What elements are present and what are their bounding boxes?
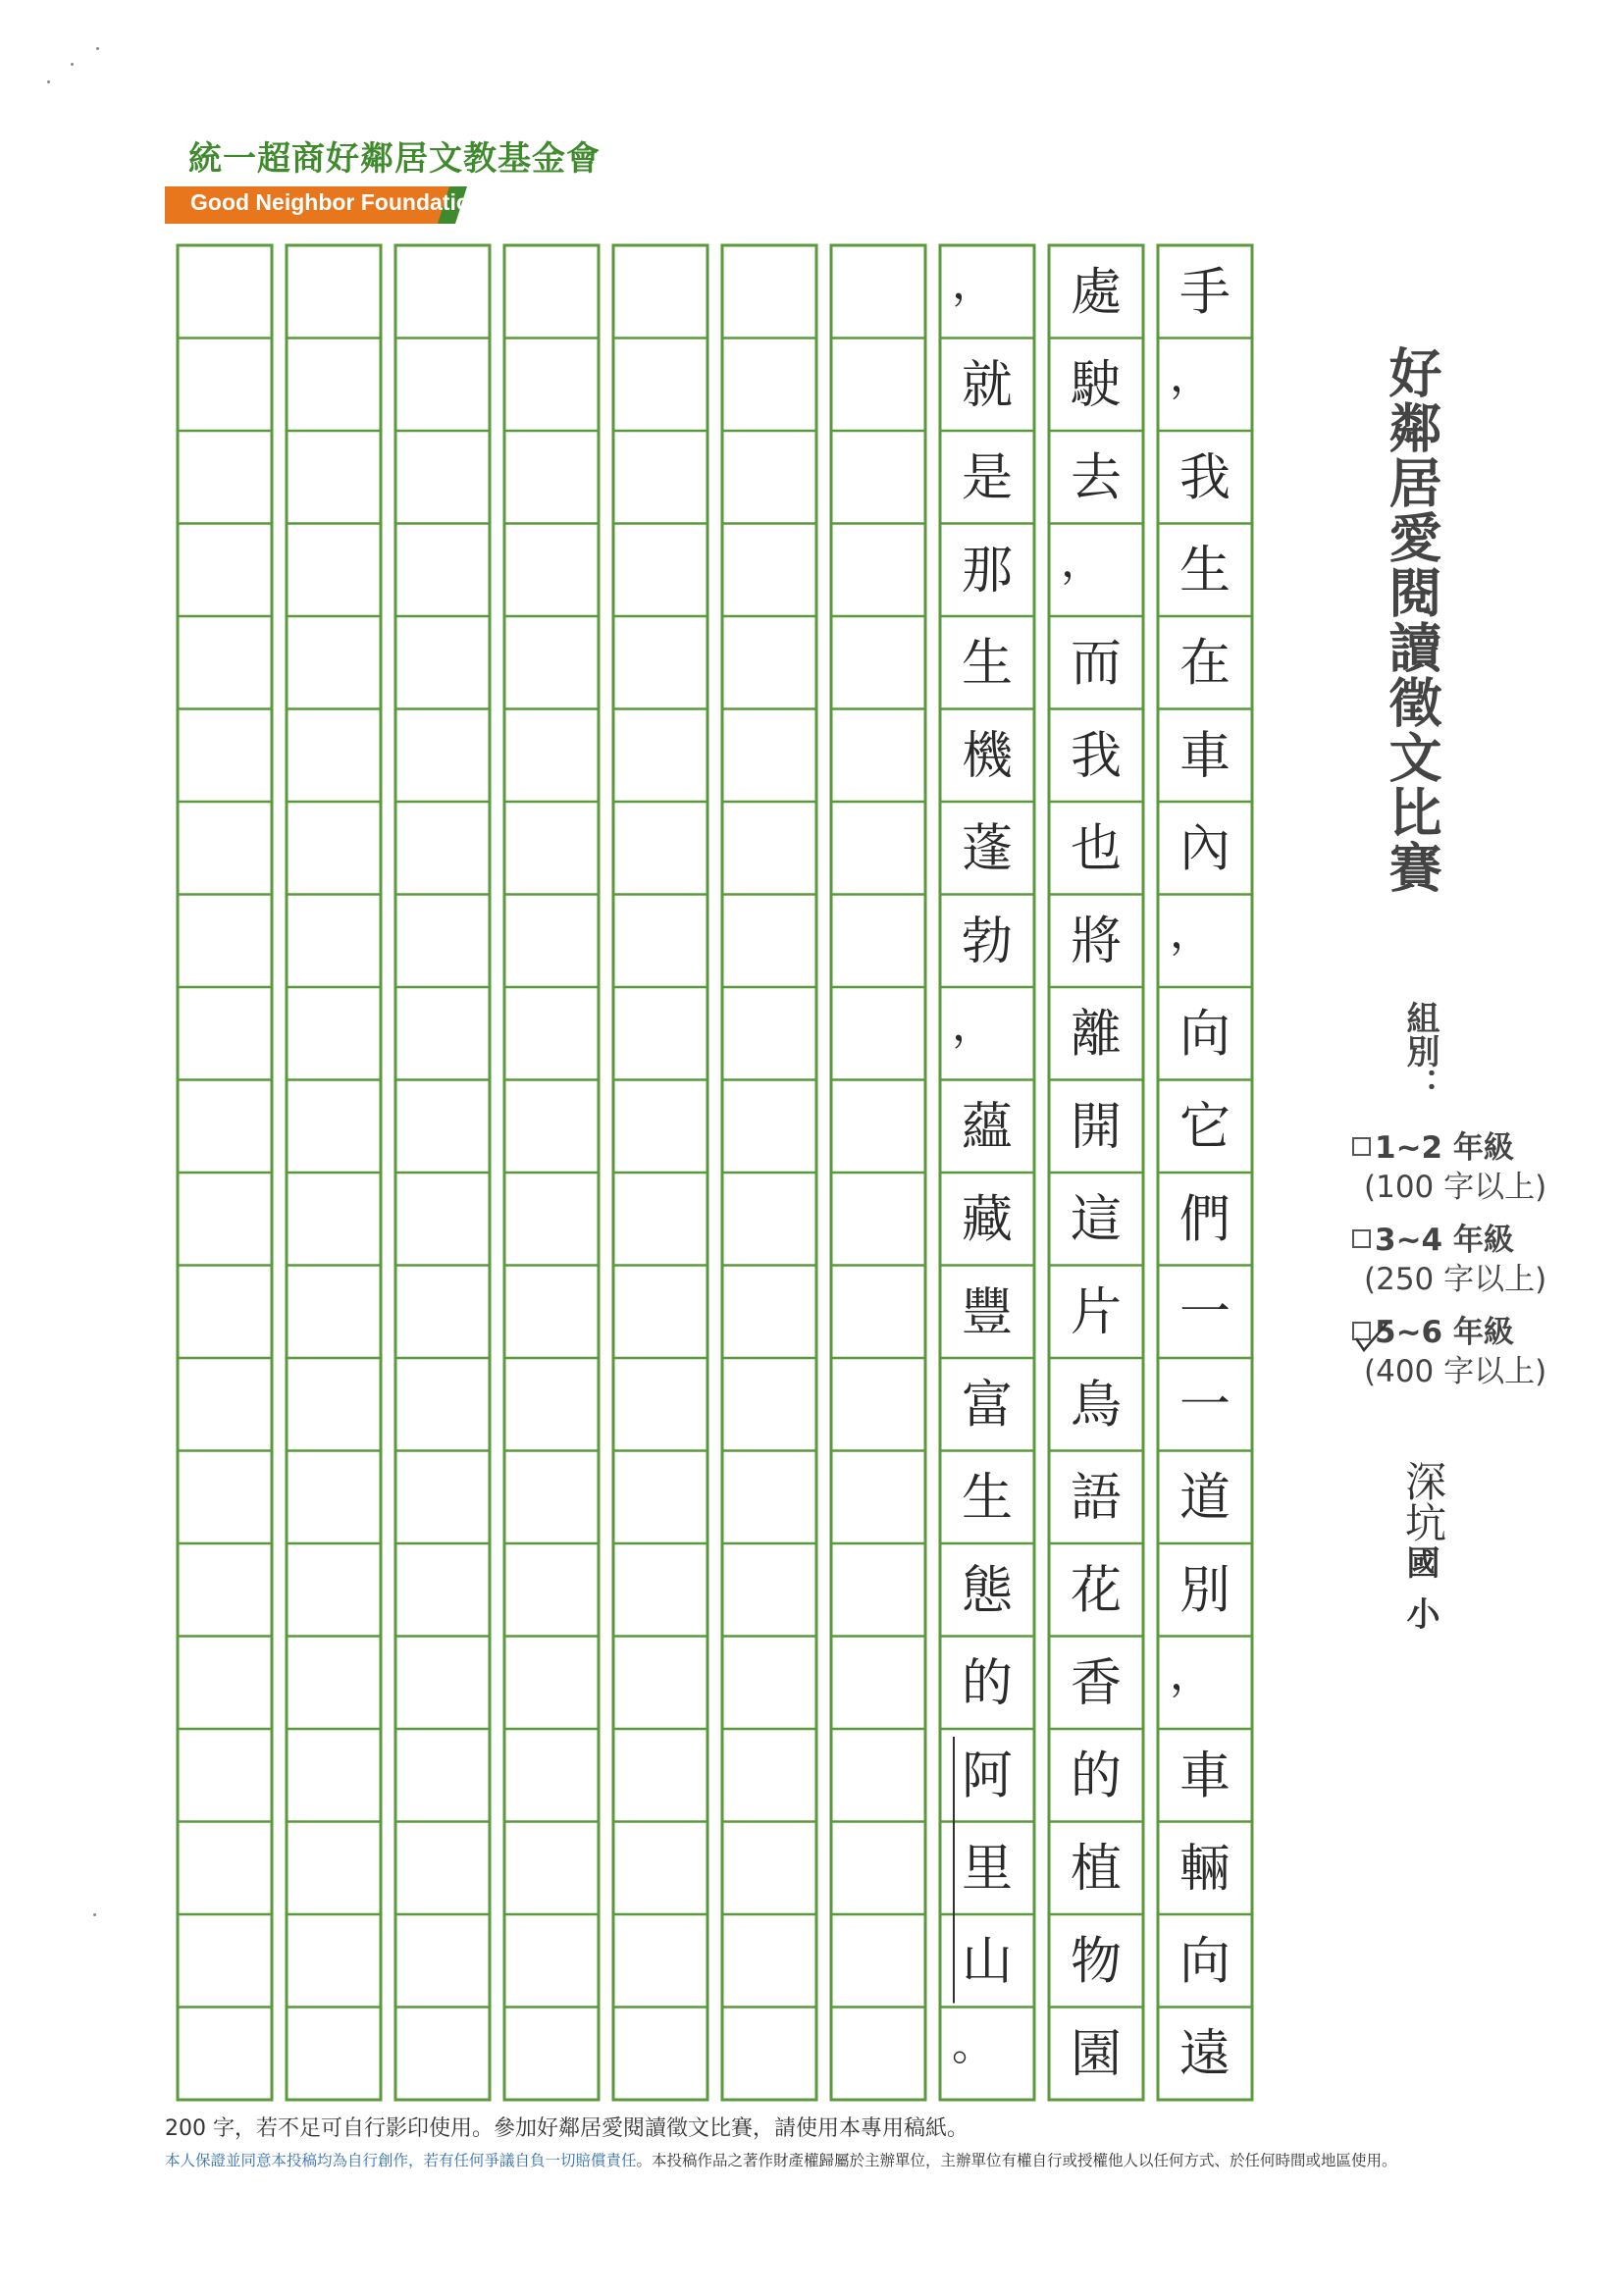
manuscript-char: 那 bbox=[961, 541, 1014, 600]
manuscript-char: 園 bbox=[1070, 2024, 1123, 2084]
manuscript-char: 豐 bbox=[961, 1282, 1014, 1342]
manuscript-char: 車 bbox=[1178, 1747, 1231, 1806]
manuscript-char: 生 bbox=[1178, 541, 1231, 600]
manuscript-char: 態 bbox=[961, 1561, 1014, 1621]
manuscript-char: 片 bbox=[1070, 1282, 1123, 1342]
group-level-1-2: 1~2 年級 bbox=[1375, 1130, 1514, 1166]
scan-speck bbox=[96, 47, 99, 50]
manuscript-char: 鳥 bbox=[1070, 1376, 1123, 1435]
manuscript-char: 也 bbox=[1070, 819, 1123, 879]
checkbox-3-4[interactable] bbox=[1352, 1229, 1371, 1248]
manuscript-char: 里 bbox=[961, 1839, 1014, 1899]
manuscript-char: 勃 bbox=[961, 912, 1014, 971]
manuscript-column bbox=[831, 245, 925, 2100]
manuscript-char: 的 bbox=[961, 1653, 1014, 1713]
manuscript-char: 向 bbox=[1178, 1005, 1231, 1065]
manuscript-char: 富 bbox=[961, 1376, 1014, 1435]
manuscript-char: 將 bbox=[1070, 912, 1123, 971]
group-requirement-1-2: (100 字以上) bbox=[1364, 1170, 1547, 1205]
foundation-logo-cn: 統一超商好鄰居文教基金會 bbox=[188, 139, 601, 179]
manuscript-column bbox=[722, 245, 816, 2100]
manuscript-char: 蓬 bbox=[961, 819, 1014, 879]
manuscript-char: 處 bbox=[1070, 263, 1123, 323]
school-name-handwritten: 深坑 bbox=[1399, 1460, 1447, 1542]
manuscript-column bbox=[178, 245, 272, 2100]
manuscript-char: ， bbox=[952, 1000, 995, 1051]
manuscript-char: 在 bbox=[1178, 634, 1231, 694]
manuscript-char: 生 bbox=[961, 1468, 1014, 1528]
manuscript-char: 別 bbox=[1178, 1561, 1231, 1621]
manuscript-char: 內 bbox=[1178, 819, 1231, 879]
manuscript-char: 我 bbox=[1178, 448, 1231, 508]
manuscript-column bbox=[1158, 245, 1252, 2100]
manuscript-char: 機 bbox=[961, 726, 1014, 786]
group-option-1-2[interactable] bbox=[1352, 1128, 1578, 1207]
group-level-5-6: 5~6 年級 bbox=[1375, 1315, 1514, 1350]
manuscript-char: 。 bbox=[952, 2019, 995, 2070]
manuscript-char: ， bbox=[1170, 1648, 1213, 1699]
manuscript-char: 而 bbox=[1070, 634, 1123, 694]
disclaimer-guarantee: 本人保證並同意本投稿均為自行創作，若有任何爭議自負一切賠償責任 bbox=[165, 2152, 637, 2169]
manuscript-char: 蘊 bbox=[961, 1097, 1014, 1157]
manuscript-char: 植 bbox=[1070, 1839, 1123, 1899]
manuscript-char: 花 bbox=[1070, 1561, 1123, 1621]
footer-note: 200 字，若不足可自行影印使用。參加好鄰居愛閱讀徵文比賽，請使用本專用稿紙。 bbox=[165, 2116, 969, 2141]
scan-speck bbox=[47, 80, 50, 83]
manuscript-grid bbox=[175, 243, 1264, 2108]
disclaimer-copyright: 。本投稿作品之著作財產權歸屬於主辦單位，主辦單位有權自行或授權他人以任何方式、於任何時間或地區使用。 bbox=[636, 2152, 1397, 2169]
checkmark-icon bbox=[1352, 1319, 1391, 1358]
manuscript-char: ， bbox=[1061, 536, 1104, 587]
manuscript-char: 我 bbox=[1070, 726, 1123, 786]
manuscript-char: 車 bbox=[1178, 726, 1231, 786]
manuscript-char: ， bbox=[1170, 907, 1213, 958]
manuscript-char: 就 bbox=[961, 355, 1014, 415]
manuscript-char: 駛 bbox=[1070, 355, 1123, 415]
manuscript-char: 道 bbox=[1178, 1468, 1231, 1528]
group-label: 組別： bbox=[1400, 1001, 1440, 1101]
manuscript-column bbox=[1049, 245, 1143, 2100]
manuscript-char: 們 bbox=[1178, 1190, 1231, 1250]
manuscript-char: 開 bbox=[1070, 1097, 1123, 1157]
manuscript-column bbox=[504, 245, 599, 2100]
group-level-3-4: 3~4 年級 bbox=[1375, 1223, 1514, 1258]
manuscript-char: 阿 bbox=[961, 1747, 1014, 1806]
manuscript-column bbox=[613, 245, 707, 2100]
scan-speck bbox=[93, 1913, 96, 1916]
footer-disclaimer bbox=[165, 2149, 1519, 2170]
manuscript-char: 一 bbox=[1178, 1282, 1231, 1342]
manuscript-char: 語 bbox=[1070, 1468, 1123, 1528]
manuscript-char: 是 bbox=[961, 448, 1014, 508]
foundation-logo-en bbox=[165, 184, 484, 226]
manuscript-char: 離 bbox=[1070, 1005, 1123, 1065]
foundation-name-en: Good Neighbor Foundation bbox=[190, 189, 484, 215]
group-option-3-4[interactable] bbox=[1352, 1221, 1578, 1299]
manuscript-char: 手 bbox=[1178, 263, 1231, 323]
manuscript-column bbox=[287, 245, 381, 2100]
group-requirement-3-4: (250 字以上) bbox=[1364, 1262, 1547, 1297]
manuscript-char: ， bbox=[952, 258, 995, 309]
checkbox-1-2[interactable] bbox=[1352, 1137, 1371, 1156]
manuscript-char: 香 bbox=[1070, 1653, 1123, 1713]
manuscript-char: 山 bbox=[961, 1932, 1014, 1992]
manuscript-char: 的 bbox=[1070, 1747, 1123, 1806]
manuscript-char: 物 bbox=[1070, 1932, 1123, 1992]
manuscript-char: 生 bbox=[961, 634, 1014, 694]
group-requirement-5-6: (400 字以上) bbox=[1364, 1354, 1547, 1389]
manuscript-char: 藏 bbox=[961, 1190, 1014, 1250]
manuscript-char: ， bbox=[1170, 350, 1213, 401]
manuscript-char: 向 bbox=[1178, 1932, 1231, 1992]
manuscript-char: 一 bbox=[1178, 1376, 1231, 1435]
manuscript-column bbox=[395, 245, 490, 2100]
scan-speck bbox=[71, 63, 74, 66]
manuscript-char: 遠 bbox=[1178, 2024, 1231, 2084]
school-suffix: 國小 bbox=[1400, 1545, 1440, 1647]
competition-title: 好鄰居愛閱讀徵文比賽 bbox=[1381, 345, 1442, 895]
manuscript-char: 輛 bbox=[1178, 1839, 1231, 1899]
manuscript-char: 這 bbox=[1070, 1190, 1123, 1250]
manuscript-char: 去 bbox=[1070, 448, 1123, 508]
manuscript-char: 它 bbox=[1178, 1097, 1231, 1157]
